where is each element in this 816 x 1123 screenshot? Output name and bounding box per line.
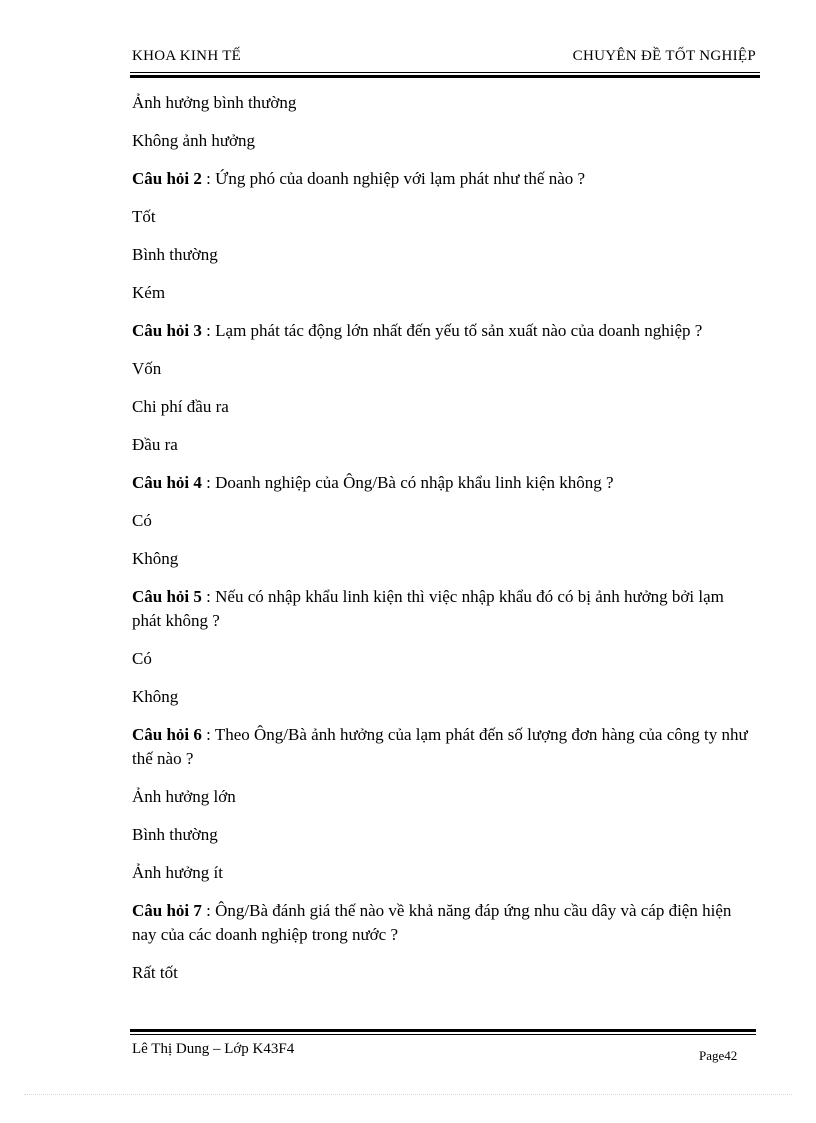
- page-label: Page: [699, 1048, 725, 1063]
- footer-author: Lê Thị Dung – Lớp K43F4: [132, 1041, 295, 1057]
- answer-option: Bình thường: [132, 245, 218, 264]
- page-header: [132, 48, 756, 68]
- question-3: Câu hỏi 3 : Lạm phát tác động lớn nhất đến yếu tố sản xuất nào của doanh nghiệp ?: [132, 321, 703, 340]
- page-edge: [24, 1094, 792, 1095]
- question-label: Câu hỏi 2: [132, 169, 202, 188]
- answer-option: Kém: [132, 283, 166, 302]
- question-label: Câu hỏi 7: [132, 901, 202, 920]
- footer-rule-thin: [130, 1034, 756, 1035]
- question-label: Câu hỏi 3: [132, 321, 202, 340]
- header-faculty: KHOA KINH TẾ: [132, 48, 242, 64]
- answer-option: Có: [132, 649, 152, 668]
- paragraph: Ảnh hưởng bình thường: [132, 93, 297, 112]
- question-label: Câu hỏi 5: [132, 587, 202, 606]
- header-rule-thick: [130, 75, 760, 78]
- answer-option: Rất tốt: [132, 963, 178, 982]
- answer-option: Không: [132, 549, 179, 568]
- answer-option: Tốt: [132, 207, 156, 226]
- answer-option: Vốn: [132, 359, 162, 378]
- paragraph: Không ảnh hưởng: [132, 131, 256, 150]
- answer-option: Ảnh hưởng lớn: [132, 787, 236, 806]
- question-6: Câu hỏi 6 : Theo Ông/Bà ảnh hưởng của lạm phát đến số lượng đơn hàng của công ty như thế nào ?: [132, 725, 748, 768]
- answer-option: Bình thường: [132, 825, 218, 844]
- question-5: Câu hỏi 5 : Nếu có nhập khẩu linh kiện thì việc nhập khẩu đó có bị ảnh hưởng bởi lạm phát không ?: [132, 587, 724, 630]
- answer-option: Không: [132, 687, 179, 706]
- header-rule-thin: [130, 72, 760, 73]
- question-label: Câu hỏi 6: [132, 725, 202, 744]
- question-2: Câu hỏi 2 : Ứng phó của doanh nghiệp với lạm phát như thế nào ?: [132, 169, 586, 188]
- answer-option: Chi phí đầu ra: [132, 397, 229, 416]
- question-label: Câu hỏi 4: [132, 473, 202, 492]
- question-7: Câu hỏi 7 : Ông/Bà đánh giá thế nào về khả năng đáp ứng nhu cầu dây và cáp điện hiện nay của các doanh nghiệp trong nước ?: [132, 901, 732, 944]
- document-body: [132, 91, 752, 999]
- answer-option: Có: [132, 511, 152, 530]
- answer-option: Đầu ra: [132, 435, 178, 454]
- page-number: [699, 1048, 737, 1064]
- footer-rule-thick: [130, 1029, 756, 1032]
- question-4: Câu hỏi 4 : Doanh nghiệp của Ông/Bà có nhập khẩu linh kiện không ?: [132, 473, 614, 492]
- page-number-value: 42: [724, 1048, 738, 1063]
- header-title: CHUYÊN ĐỀ TỐT NGHIỆP: [572, 48, 756, 64]
- answer-option: Ảnh hưởng ít: [132, 863, 223, 882]
